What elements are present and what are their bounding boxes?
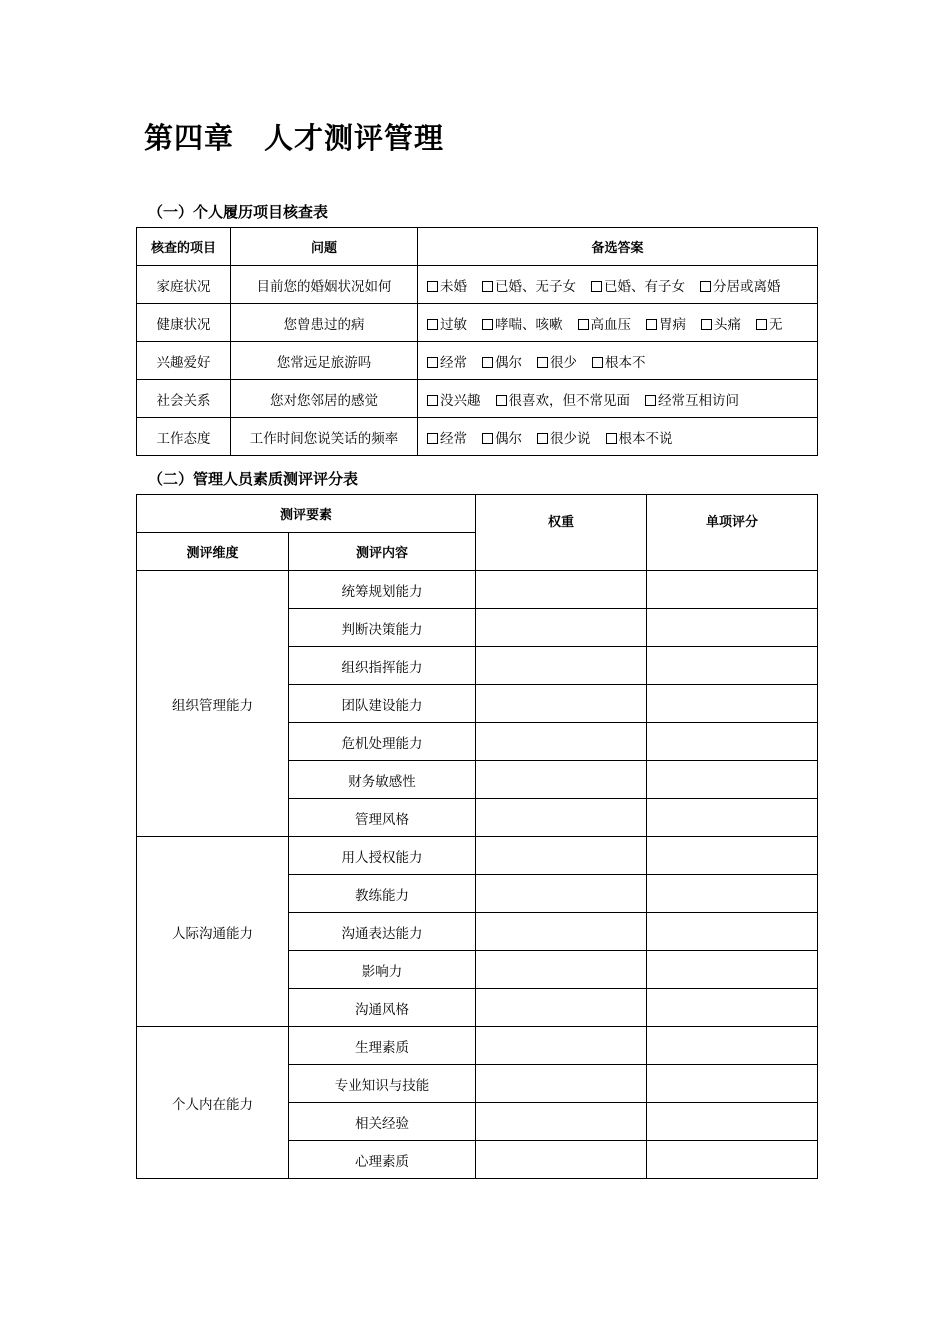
answer-option-label: 很少 — [550, 354, 577, 371]
checkbox-icon[interactable] — [482, 281, 493, 292]
checkbox-icon[interactable] — [482, 433, 493, 444]
content-cell: 统筹规划能力 — [289, 571, 476, 609]
content-cell: 影响力 — [289, 951, 476, 989]
table-row — [137, 342, 818, 380]
answer-option-label: 哮喘、咳嗽 — [495, 316, 563, 333]
checkbox-icon[interactable] — [427, 395, 438, 406]
content-cell: 管理风格 — [289, 799, 476, 837]
answer-option-label: 很少说 — [550, 430, 591, 447]
content-cell: 团队建设能力 — [289, 685, 476, 723]
checkbox-icon[interactable] — [496, 395, 507, 406]
checkbox-icon[interactable] — [482, 357, 493, 368]
answer-option-label: 过敏 — [440, 316, 467, 333]
weight-cell[interactable] — [476, 837, 647, 875]
weight-cell[interactable] — [476, 761, 647, 799]
checkbox-icon[interactable] — [756, 319, 767, 330]
content-cell: 组织指挥能力 — [289, 647, 476, 685]
answer-options-cell — [418, 380, 818, 418]
score-cell[interactable] — [647, 913, 818, 951]
header-assessment-elements: 测评要素 — [137, 495, 476, 533]
dimension-cell: 人际沟通能力 — [137, 837, 289, 1027]
checkbox-icon[interactable] — [537, 357, 548, 368]
page-title: 第四章 人才测评管理 — [144, 121, 445, 155]
header-question: 问题 — [231, 228, 418, 266]
score-cell[interactable] — [647, 647, 818, 685]
checkbox-icon[interactable] — [427, 319, 438, 330]
answer-option-label: 分居或离婚 — [713, 278, 781, 295]
score-cell[interactable] — [647, 761, 818, 799]
quality-assessment-table — [136, 494, 818, 1179]
score-cell[interactable] — [647, 989, 818, 1027]
check-item-cell: 社会关系 — [137, 380, 231, 418]
resume-checklist-table — [136, 227, 818, 456]
answer-option-label: 胃病 — [659, 316, 686, 333]
answer-option-label: 经常互相访问 — [658, 392, 739, 409]
checkbox-icon[interactable] — [482, 319, 493, 330]
answer-option[interactable] — [427, 393, 481, 409]
header-content: 测评内容 — [289, 533, 476, 571]
answer-options-cell — [418, 266, 818, 304]
check-item-cell: 兴趣爱好 — [137, 342, 231, 380]
score-cell[interactable] — [647, 609, 818, 647]
answer-option-label: 偶尔 — [495, 354, 522, 371]
weight-cell[interactable] — [476, 875, 647, 913]
header-weight: 权重 — [476, 495, 647, 571]
answer-option[interactable] — [578, 317, 632, 333]
table-row — [137, 837, 818, 875]
table-row — [137, 1027, 818, 1065]
checkbox-icon[interactable] — [700, 281, 711, 292]
answer-option[interactable] — [537, 355, 577, 371]
checkbox-icon[interactable] — [592, 357, 603, 368]
weight-cell[interactable] — [476, 1027, 647, 1065]
answer-option-label: 头痛 — [714, 316, 741, 333]
answer-option-label: 已婚、无子女 — [495, 278, 576, 295]
checkbox-icon[interactable] — [646, 319, 657, 330]
weight-cell[interactable] — [476, 685, 647, 723]
answer-option[interactable] — [482, 431, 522, 447]
score-cell[interactable] — [647, 723, 818, 761]
table-row — [137, 380, 818, 418]
score-cell[interactable] — [647, 1141, 818, 1179]
answer-option[interactable] — [591, 279, 685, 295]
checkbox-icon[interactable] — [591, 281, 602, 292]
checkbox-icon[interactable] — [427, 281, 438, 292]
table-row — [137, 266, 818, 304]
weight-cell[interactable] — [476, 951, 647, 989]
answer-option-label: 根本不说 — [618, 430, 673, 447]
content-cell: 教练能力 — [289, 875, 476, 913]
weight-cell[interactable] — [476, 1065, 647, 1103]
answer-option[interactable] — [482, 279, 576, 295]
answer-option-label: 偶尔 — [495, 430, 522, 447]
answer-option[interactable] — [592, 355, 646, 371]
checkbox-icon[interactable] — [537, 433, 548, 444]
answer-option[interactable] — [427, 279, 467, 295]
answer-option-label: 没兴趣 — [440, 392, 481, 409]
table-header-row — [137, 495, 818, 533]
content-cell: 判断决策能力 — [289, 609, 476, 647]
header-check-item: 核查的项目 — [137, 228, 231, 266]
answer-option-label: 无 — [769, 316, 783, 333]
content-cell: 沟通表达能力 — [289, 913, 476, 951]
header-dimension: 测评维度 — [137, 533, 289, 571]
answer-option[interactable] — [496, 393, 631, 409]
header-answer-options: 备选答案 — [418, 228, 818, 266]
weight-cell[interactable] — [476, 647, 647, 685]
answer-option-label: 高血压 — [590, 316, 631, 333]
content-cell: 心理素质 — [289, 1141, 476, 1179]
question-cell: 目前您的婚姻状况如何 — [231, 266, 418, 304]
answer-option[interactable] — [427, 317, 467, 333]
checkbox-icon[interactable] — [427, 433, 438, 444]
table-row — [137, 418, 818, 456]
check-item-cell: 家庭状况 — [137, 266, 231, 304]
answer-option[interactable] — [427, 431, 467, 447]
answer-option[interactable] — [537, 431, 591, 447]
score-cell[interactable] — [647, 1103, 818, 1141]
answer-option[interactable] — [427, 355, 467, 371]
section-title-resume-checklist: （一）个人履历项目核查表 — [148, 203, 329, 221]
score-cell[interactable] — [647, 837, 818, 875]
answer-option[interactable] — [701, 317, 741, 333]
content-cell: 用人授权能力 — [289, 837, 476, 875]
answer-options-cell — [418, 418, 818, 456]
score-cell[interactable] — [647, 571, 818, 609]
table-header-row — [137, 228, 818, 266]
score-cell[interactable] — [647, 799, 818, 837]
checkbox-icon[interactable] — [645, 395, 656, 406]
checkbox-icon[interactable] — [427, 357, 438, 368]
answer-option-label: 经常 — [440, 430, 467, 447]
answer-options-cell — [418, 304, 818, 342]
dimension-cell: 个人内在能力 — [137, 1027, 289, 1179]
dimension-cell: 组织管理能力 — [137, 571, 289, 837]
check-item-cell: 工作态度 — [137, 418, 231, 456]
answer-option[interactable] — [645, 393, 739, 409]
answer-option-label: 已婚、有子女 — [604, 278, 685, 295]
content-cell: 沟通风格 — [289, 989, 476, 1027]
score-cell[interactable] — [647, 1027, 818, 1065]
weight-cell[interactable] — [476, 989, 647, 1027]
weight-cell[interactable] — [476, 799, 647, 837]
score-cell[interactable] — [647, 1065, 818, 1103]
answer-option-label: 很喜欢，但不常见面 — [508, 392, 630, 409]
checkbox-icon[interactable] — [701, 319, 712, 330]
header-item-score: 单项评分 — [647, 495, 818, 571]
weight-cell[interactable] — [476, 723, 647, 761]
answer-option[interactable] — [646, 317, 686, 333]
table-row — [137, 571, 818, 609]
question-cell: 您曾患过的病 — [231, 304, 418, 342]
check-item-cell: 健康状况 — [137, 304, 231, 342]
question-cell: 您常远足旅游吗 — [231, 342, 418, 380]
answer-option[interactable] — [756, 317, 783, 333]
score-cell[interactable] — [647, 875, 818, 913]
weight-cell[interactable] — [476, 1141, 647, 1179]
checkbox-icon[interactable] — [606, 433, 617, 444]
question-cell: 工作时间您说笑话的频率 — [231, 418, 418, 456]
content-cell: 生理素质 — [289, 1027, 476, 1065]
answer-options-cell — [418, 342, 818, 380]
question-cell: 您对您邻居的感觉 — [231, 380, 418, 418]
weight-cell[interactable] — [476, 913, 647, 951]
content-cell: 财务敏感性 — [289, 761, 476, 799]
answer-option[interactable] — [482, 355, 522, 371]
answer-option[interactable] — [482, 317, 563, 333]
answer-option[interactable] — [606, 431, 673, 447]
content-cell: 专业知识与技能 — [289, 1065, 476, 1103]
checkbox-icon[interactable] — [578, 319, 589, 330]
answer-option-label: 根本不 — [605, 354, 646, 371]
content-cell: 相关经验 — [289, 1103, 476, 1141]
table-row — [137, 304, 818, 342]
score-cell[interactable] — [647, 951, 818, 989]
answer-option-label: 未婚 — [440, 278, 467, 295]
section-title-quality-assessment: （二）管理人员素质测评评分表 — [148, 470, 359, 488]
answer-option-label: 经常 — [440, 354, 467, 371]
weight-cell[interactable] — [476, 1103, 647, 1141]
weight-cell[interactable] — [476, 609, 647, 647]
answer-option[interactable] — [700, 279, 781, 295]
score-cell[interactable] — [647, 685, 818, 723]
content-cell: 危机处理能力 — [289, 723, 476, 761]
weight-cell[interactable] — [476, 571, 647, 609]
